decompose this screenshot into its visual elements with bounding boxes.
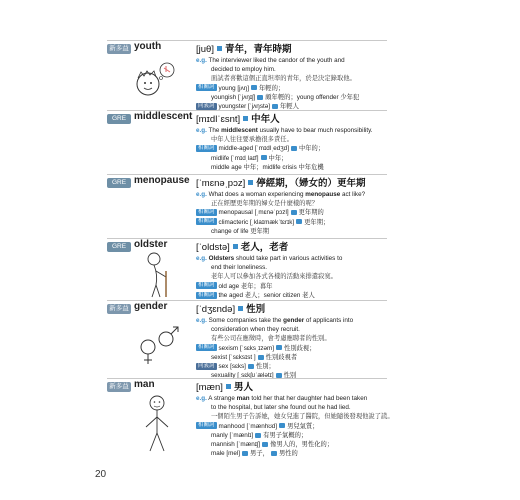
headword: menopause: [134, 175, 190, 186]
example-translation: 一個陌生男子告訴她，她女兒進了醫院，但她隨後發現他說了謊。: [211, 413, 394, 421]
headword: youth: [134, 41, 162, 52]
phonetic: [ˈoldstə]: [196, 242, 230, 253]
related-label: 相關詞: [198, 84, 215, 91]
example-translation: 正在經歷更年期的婦女是什麼樣的呢？: [211, 200, 319, 208]
entry-youth: 新多益 youth [juθ] 青年，青年時期 e.g. The interviewer liked the candor of the youth and decided to employ him. 面試者喜歡這個正直坦率的青年，於是決定錄取他。 相關詞 young [jʌŋ] 年輕的； youngish [ˈjʌŋɪʃ] 頗年輕的；young offender 少年犯 同義詞 youngster [ˈjʌŋstə] 年輕人: [107, 40, 387, 109]
level-tag: 新多益: [107, 382, 131, 392]
phonetic: [mæn]: [196, 382, 223, 393]
old-man-illustration-icon: [132, 251, 182, 299]
synonym-label: 同義詞: [198, 102, 215, 109]
gender-symbols-icon: [132, 317, 182, 365]
meaning: 老人，老者: [240, 242, 289, 253]
entry-oldster: GRE oldster [ˈoldstə] 老人，老者 e.g. Oldsters should take part in various activities to end their loneliness. 老年人可以參加各式各樣的活動來排遣寂寞。 相關詞 old age 老年；暮年 相關詞 the aged 老人；senior citizen 老人: [107, 238, 387, 299]
example-translation: 中年人往往要承擔很多責任。: [211, 136, 293, 144]
entry-man: 新多益 man [mæn] 男人 e.g. A strange man told her that her daughter had been taken to the hospital, but later she found out he had lied. 一個陌生男子告訴她，她女兒進了醫院，但她隨後發現他說了謊。 相關詞 manhood [ˈmænhʊd] 男兒氣質； manly [ˈmænlɪ] 有男子氣概的； mannish [ˈmænɪʃ] 像男人的，男性化的； male [mel] 男子， 男性的: [107, 378, 387, 469]
man-illustration-icon: [132, 395, 182, 455]
phonetic: [mɪdlˈɛsnt]: [196, 114, 241, 125]
meaning: 青年，青年時期: [224, 44, 292, 55]
phonetic: [juθ]: [196, 44, 214, 55]
meaning: 性別: [246, 304, 266, 315]
headword: oldster: [134, 239, 168, 250]
level-tag: 新多益: [107, 304, 131, 314]
level-tag: GRE: [107, 242, 131, 252]
example-continued: decided to employ him.: [211, 66, 276, 74]
headword: middlescent: [134, 111, 193, 122]
youth-illustration-icon: [132, 58, 182, 106]
entry-gender: 新多益 gender [ˈdʒɛndə] 性別 e.g. Some companies take the gender of applicants into consideration when they recruit. 有些公司在應徵時，會考慮應聘者的性別。 相關詞 sexism [ˈsɛksˌɪzəm] 性別歧視； sexist [ˈsɛksɪst ] 性別歧視者 同義詞 sex [sɛks] 性別； sexuality [ˌsɛkʃʊˈælətɪ] 性別: [107, 300, 387, 377]
entry-middlescent: GRE middlescent [mɪdlˈɛsnt] 中年人 e.g. The middlescent usually have to bear much responsibility. 中年人往往要承擔很多責任。 相關詞 middle-aged [ˈmɪdlˌedʒd] 中年的； midlife [ˈmɪdˌlaɪf] 中年； middle age 中年；midlife crisis 中年危機: [107, 110, 387, 173]
example-translation: 有些公司在應徵時，會考慮應聘者的性別。: [211, 335, 331, 343]
level-tag: 新多益: [107, 44, 131, 54]
example-translation: 面試者喜歡這個正直坦率的青年，於是決定錄取他。: [211, 75, 356, 83]
meaning: 男人: [233, 382, 253, 393]
entry-menopause: GRE menopause [ˈmɛnəˌpɔz] 停經期，（婦女的）更年期 e.g. What does a woman experiencing menopause act like? 正在經歷更年期的婦女是什麼樣的呢？ 相關詞 menopausal [ˌmɛnəˈpɔzl] 更年期的 相關詞 climacteric [ˌklaɪmækˈtɛrɪk] 更年期； change of life 更年期: [107, 174, 387, 237]
headword: gender: [134, 301, 168, 312]
example-sentence: The interviewer liked the candor of the youth and: [208, 57, 345, 64]
level-tag: GRE: [107, 178, 131, 188]
headword: man: [134, 379, 155, 390]
example-translation: 老年人可以參加各式各樣的活動來排遣寂寞。: [211, 273, 337, 281]
level-tag: GRE: [107, 114, 131, 124]
meaning: 中年人: [251, 114, 280, 125]
page-number: 20: [95, 469, 107, 480]
meaning: 停經期，（婦女的）更年期: [256, 178, 366, 189]
phonetic: [ˈmɛnəˌpɔz]: [196, 178, 246, 189]
phonetic: [ˈdʒɛndə]: [196, 304, 236, 315]
